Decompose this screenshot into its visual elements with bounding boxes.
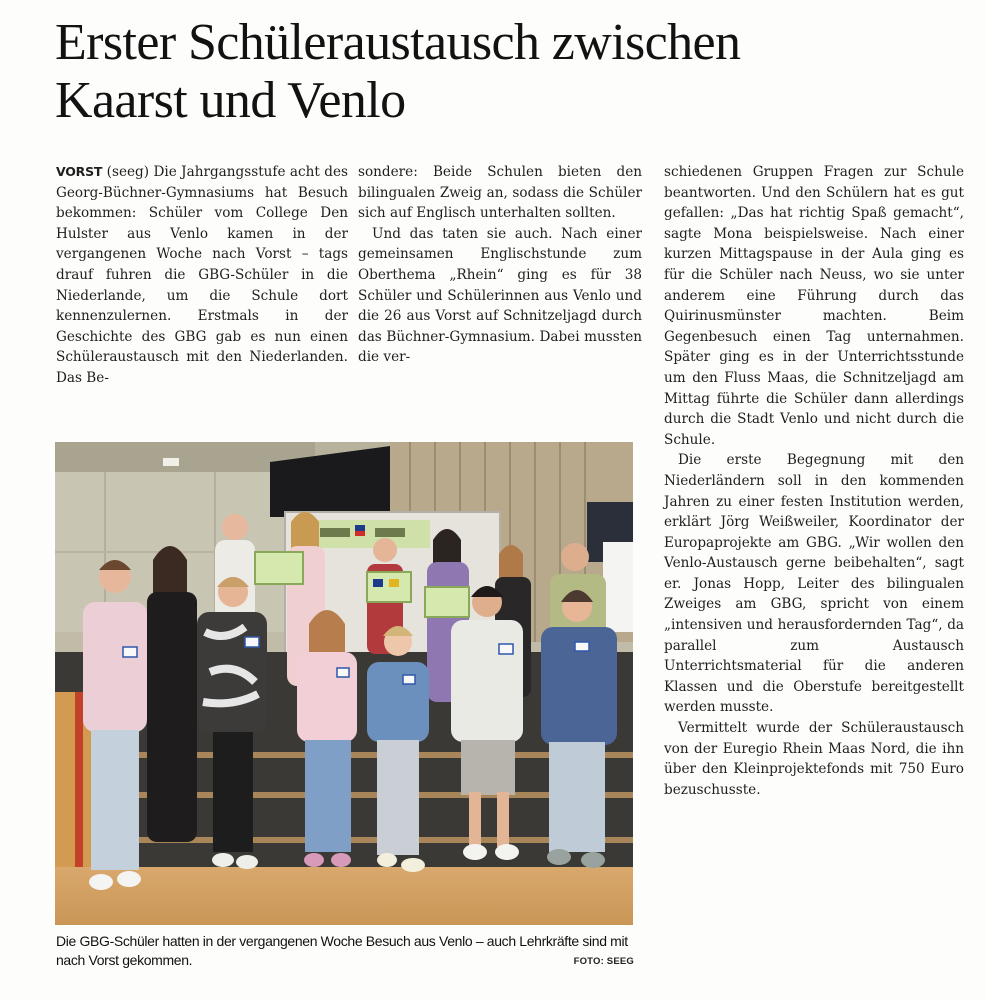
paragraph-text: (seeg) Die Jahrgangsstufe acht des Georg-Büchner-Gymnasiums hat Besuch bekommen: Schüler vom College Den Hulster aus Venlo kamen in der vergangenen Woche nach Vorst – tags drauf fuhren die GBG-Schüler in die Niederlande, um die Schule dort kennenzulernen. Erstmals in der Geschichte des GBG gab es nun einen Schüleraustausch mit den Niederlanden. Das Be- <box>56 164 348 386</box>
paragraph: Und das taten sie auch. Nach einer gemeinsamen Englischstunde zum Oberthema „Rhein“ ging es für 38 Schüler und Schülerinnen aus Venlo und die 26 aus Vorst auf Schnitzeljagd durch das Büchner-Gymnasium. Dabei mussten die ver- <box>358 225 642 366</box>
caption-text: Die GBG-Schüler hatten in der vergangenen Woche Besuch aus Venlo – auch Lehrkräfte sind mit nach Vorst gekommen. <box>56 933 628 968</box>
paragraph: Vermittelt wurde der Schüleraustausch von der Euregio Rhein Maas Nord, die ihn über den Kleinprojektefonds mit 750 Euro bezuschusste. <box>664 720 964 798</box>
dateline: VORST <box>56 164 103 179</box>
photo-credit: FOTO: SEEG <box>573 956 634 967</box>
group-photo-illustration <box>55 442 633 925</box>
paragraph: sondere: Beide Schulen bieten den bilingualen Zweig an, sodass die Schüler sich auf Englisch unterhalten sollten. <box>358 164 642 222</box>
lead-paragraph <box>56 162 348 389</box>
paragraph: Die erste Begegnung mit den Niederländern soll in den kommenden Jahren zu einer festen Institution werden, erklärt Jörg Weißweiler, Koordinator der Europaprojekte am GBG. „Wir wollen den Venlo-Austausch gerne beibehalten“, sagt er. Jonas Hopp, Leiter des bilingualen Zweiges am GBG, spricht von einem „intensiven und herausfordernden Tag“, da parallel zum Austausch Unterrichtsmaterial für die anderen Klassen und die Oberstufe bereitgestellt werden musste. <box>664 452 964 716</box>
article-column-3 <box>664 162 964 800</box>
group-photo <box>55 442 633 925</box>
article-column-2 <box>358 162 642 368</box>
article-column-1 <box>56 162 348 389</box>
paragraph: schiedenen Gruppen Fragen zur Schule beantworten. Und den Schülern hat es gut gefallen: „Das hat richtig Spaß gemacht“, sagte Mona beispielsweise. Nach einer kurzen Mittagspause in der Aula ging es für die Schüler nach Neuss, wo sie unter anderem eine Führung durch das Quirinusmünster machten. Beim Gegenbesuch einen Tag unternahmen. Später ging es in der Unterrichtsstunde um den Fluss Maas, die Schnitzeljagd am Mittag führte die Schüler dann allerdings durch die Stadt Venlo und nicht durch die Schule. <box>664 164 964 448</box>
article-headline: Erster Schüleraustausch zwischen Kaarst und Venlo <box>55 14 741 129</box>
photo-caption <box>56 932 634 970</box>
